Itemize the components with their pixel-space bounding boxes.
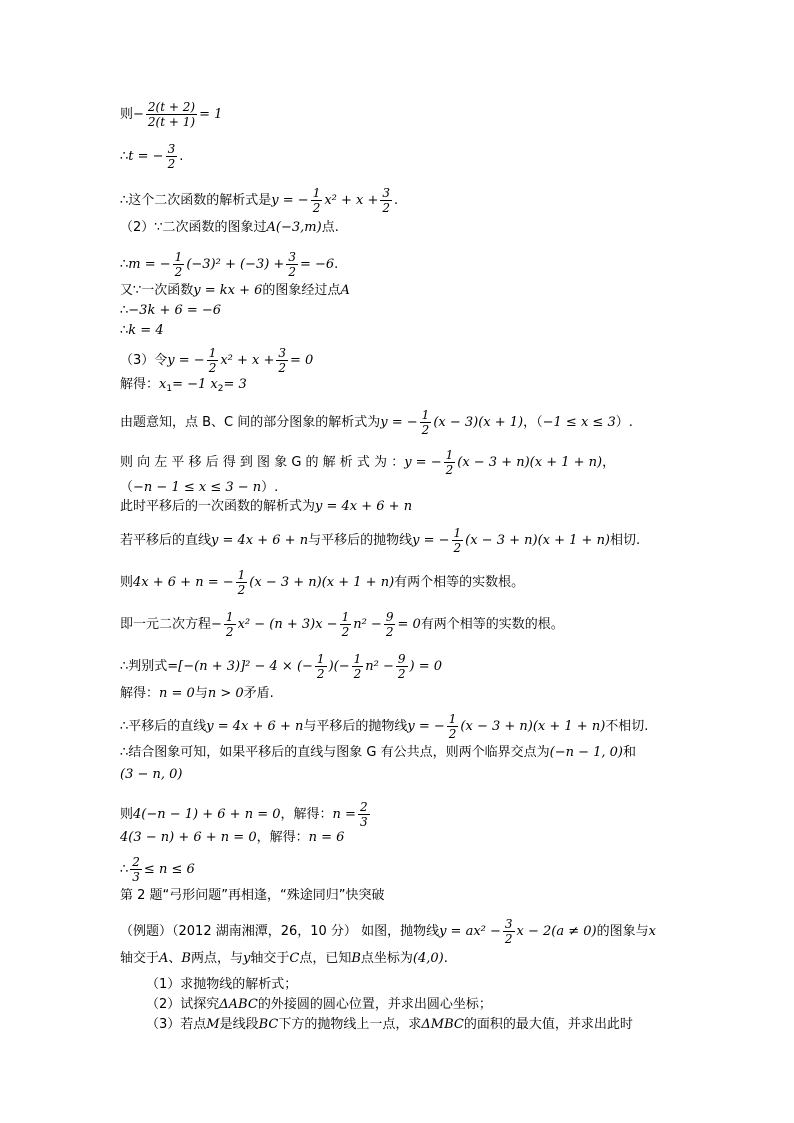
fraction: $\frac{9}{2}$ — [385, 610, 394, 639]
line-23: 则4(−n − 1) + 6 + n = 0，解得：n = $\frac{2}{3}$ — [120, 800, 368, 829]
fraction: $\frac{1}{2}$ — [353, 652, 362, 681]
line-12: 则 向 左 平 移 后 得 到 图 象 G 的 解 析 式 为 ：y = − $\frac{1}{2}$ (x − 3 + n)(x + 1 + n)， — [120, 448, 616, 477]
fraction: $\frac{3}{2}$ — [504, 917, 513, 946]
line-9: （3）令y = − $\frac{1}{2}$ x² + x + $\frac{3}{2}$ = 0 — [120, 346, 314, 375]
fraction: $\frac{1}{2}$ — [448, 712, 457, 741]
fraction: $\frac{1}{2}$ — [421, 408, 430, 437]
line-15: 若平移后的直线y = 4x + 6 + n与平移后的抛物线y = − $\frac{1}{2}$ (x − 3 + n)(x + 1 + n)相切. — [120, 526, 641, 555]
line-16: 则4x + 6 + n = − $\frac{1}{2}$ (x − 3 + n)(x + 1 + n)有两个相等的实数根。 — [120, 568, 525, 597]
fraction: $\frac{1}{2}$ — [225, 610, 234, 639]
fraction: $\frac{3}{2}$ — [288, 250, 296, 279]
fraction: $\frac{1}{2}$ — [341, 610, 350, 639]
line-2: ∴t = − $\frac{3}{2}$ . — [120, 142, 184, 171]
fraction: $\frac{3}{2}$ — [167, 142, 176, 171]
question-2: （2）试探究ΔABC的外接圆的圆心位置，并求出圆心坐标； — [146, 997, 492, 1012]
line-25: ∴ $\frac{2}{3}$ ≤ n ≤ 6 — [120, 855, 195, 884]
line-5: ∴m = − $\frac{1}{2}$ (−3)² + (−3) + $\frac{3}{2}$ = −6. — [120, 250, 339, 279]
line-21: ∴结合图象可知，如果平移后的直线与图象 G 有公共点，则两个临界交点为(−n − 1, 0)和 — [120, 745, 637, 760]
line-20: ∴平移后的直线y = 4x + 6 + n与平移后的抛物线y = − $\frac{1}{2}$ (x − 3 + n)(x + 1 + n)不相切. — [120, 712, 649, 741]
fraction: $\frac{1}{2}$ — [453, 526, 462, 555]
fraction: $\frac{3}{2}$ — [382, 186, 391, 215]
line-1: 则− $\frac{2(t + 2)}{2(t + 1)}$ = 1 — [120, 100, 223, 129]
fraction: $\frac{1}{2}$ — [445, 448, 454, 477]
line-8: ∴k = 4 — [120, 323, 164, 338]
line-14: 此时平移后的一次函数的解析式为y = 4x + 6 + n — [120, 499, 413, 514]
line-27: （例题）（2012 湖南湘潭，26，10 分） 如图，抛物线y = ax² − $\frac{3}{2}$ x − 2(a ≠ 0)的图象与x — [120, 917, 656, 946]
line-7: ∴−3k + 6 = −6 — [120, 303, 222, 318]
fraction: $\frac{1}{2}$ — [174, 250, 183, 279]
fraction: $\frac{1}{2}$ — [316, 652, 325, 681]
line-3: ∴这个二次函数的解析式是y = − $\frac{1}{2}$ x² + x + $\frac{3}{2}$ . — [120, 186, 399, 215]
line-6: 又∵一次函数y = kx + 6的图象经过点A — [120, 283, 350, 298]
question-1: （1）求抛物线的解析式； — [146, 977, 298, 992]
line-13: （−n − 1 ≤ x ≤ 3 − n）. — [120, 480, 279, 495]
line-10: 解得：$x_1= -1$ $x_2= 3$ — [120, 377, 247, 394]
line-4: （2）∵二次函数的图象过A(−3,m)点. — [120, 220, 339, 235]
fraction: $\frac{2}{3}$ — [359, 800, 368, 829]
fraction: $\frac{2(t + 2)}{2(t + 1)}$ — [147, 100, 196, 129]
line-17: 即一元二次方程− $\frac{1}{2}$ x² − (n + 3)x − $\frac{1}{2}$ n² − $\frac{9}{2}$ = 0有两个相等的实数的根。 — [120, 610, 564, 639]
fraction: $\frac{1}{2}$ — [237, 568, 246, 597]
line-28: 轴交于A、B两点，与y轴交于C点，已知B点坐标为(4,0). — [120, 951, 448, 966]
line-18: ∴判别式=[−(n + 3)]² − 4 × (− $\frac{1}{2}$ )(− $\frac{1}{2}$ n² − $\frac{9}{2}$ ) = 0 — [120, 652, 442, 681]
fraction: $\frac{9}{2}$ — [397, 652, 406, 681]
question-3: （3）若点M是线段BC下方的抛物线上一点，求ΔMBC的面积的最大值，并求出此时 — [146, 1017, 633, 1032]
line-22: (3 − n, 0) — [120, 767, 183, 782]
fraction: $\frac{1}{2}$ — [312, 186, 321, 215]
fraction: $\frac{1}{2}$ — [208, 346, 217, 375]
line-24: 4(3 − n) + 6 + n = 0，解得：n = 6 — [120, 830, 345, 845]
line-11: 由题意知，点 B、C 间的部分图象的解析式为y = − $\frac{1}{2}$ (x − 3)(x + 1)，（−1 ≤ x ≤ 3）. — [120, 408, 633, 437]
line-19: 解得：n = 0与n > 0矛盾. — [120, 686, 274, 701]
fraction: $\frac{2}{3}$ — [132, 855, 140, 884]
section-heading: 第 2 题“弓形问题”再相逢，“殊途同归”快突破 — [120, 888, 385, 903]
fraction: $\frac{3}{2}$ — [278, 346, 287, 375]
